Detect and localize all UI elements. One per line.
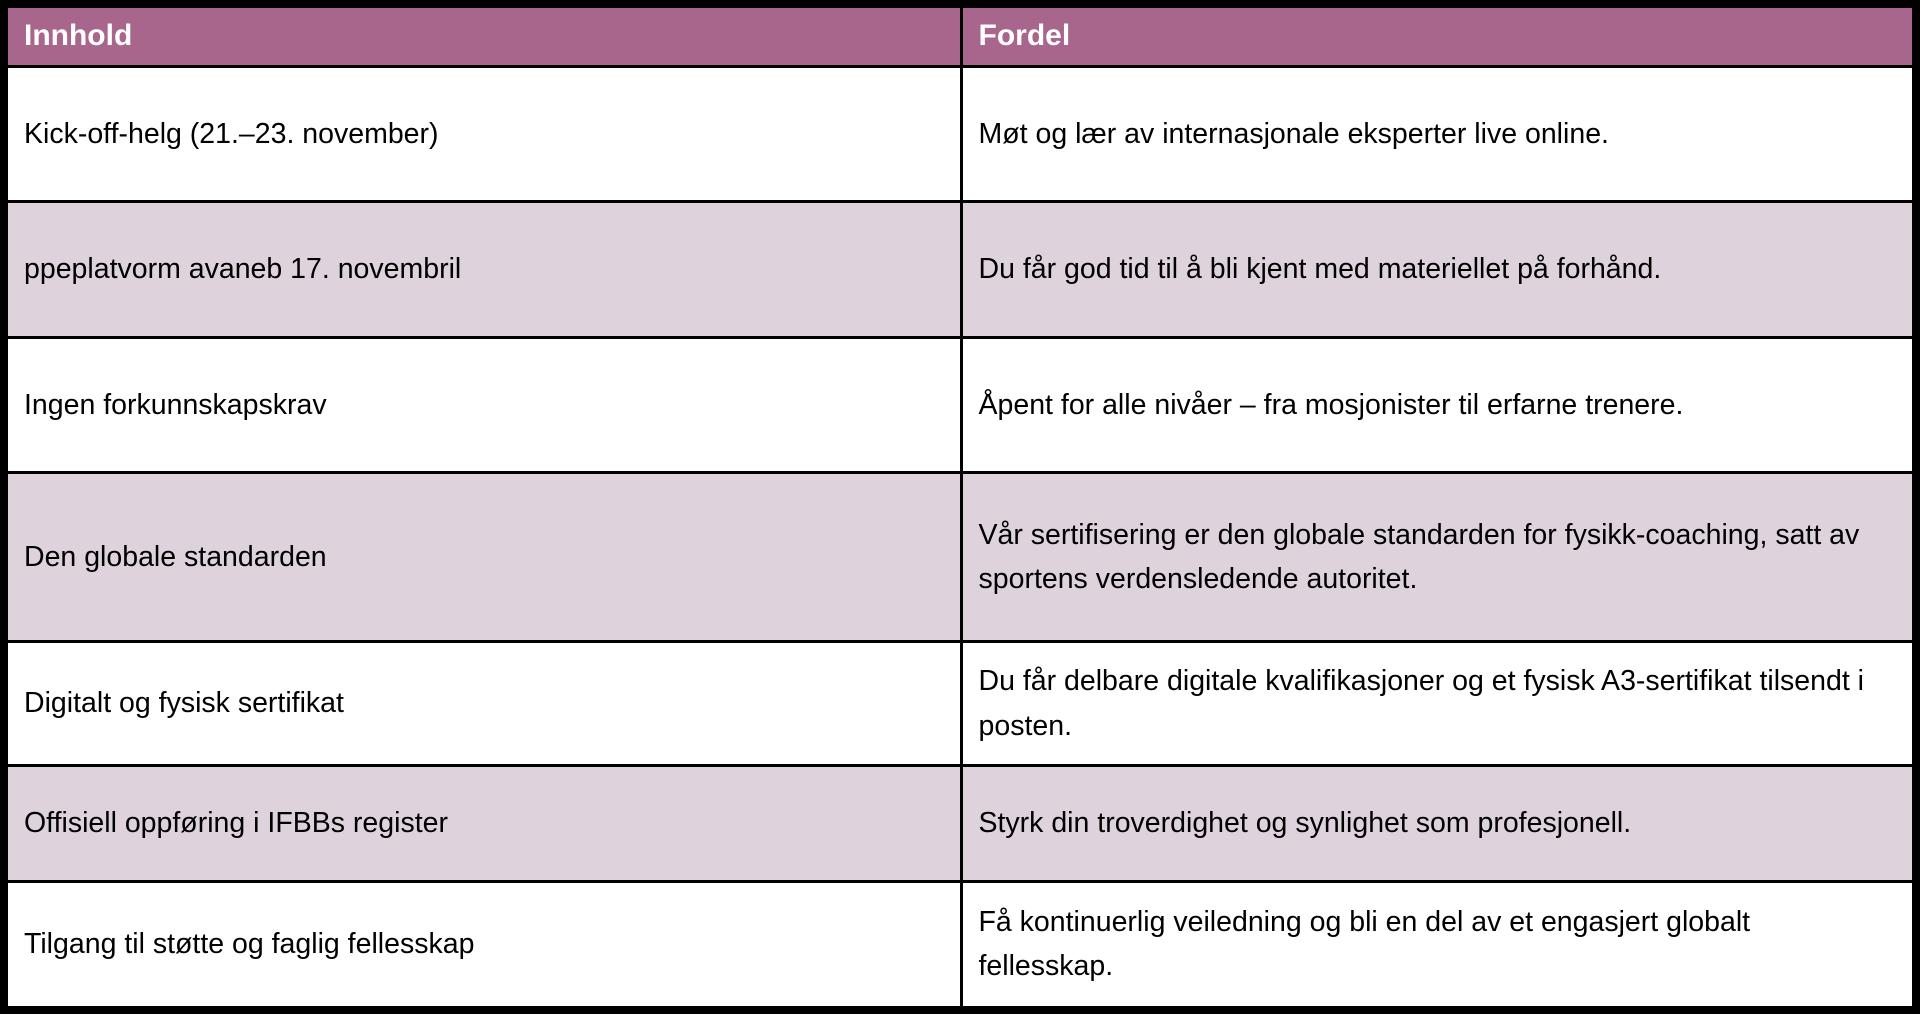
- table-row: [4, 337, 1916, 472]
- cell-innhold: Ingen forkunnskapskrav: [4, 337, 961, 472]
- cell-innhold: ppeplatvorm avaneb 17. novembril: [4, 201, 961, 337]
- cell-fordel: Du får god tid til å bli kjent med materiellet på forhånd.: [961, 201, 1916, 337]
- cell-fordel: Vår sertifisering er den globale standarden for fysikk-coaching, satt av sportens verdensledende autoritet.: [961, 472, 1916, 641]
- table-row: [4, 881, 1916, 1010]
- cell-innhold: Digitalt og fysisk sertifikat: [4, 642, 961, 766]
- table-row: [4, 472, 1916, 641]
- table-row: [4, 765, 1916, 881]
- table-row: [4, 201, 1916, 337]
- cell-fordel: Du får delbare digitale kvalifikasjoner og et fysisk A3-sertifikat tilsendt i posten.: [961, 642, 1916, 766]
- column-header-fordel: Fordel: [961, 4, 1916, 66]
- cell-fordel: Styrk din troverdighet og synlighet som profesjonell.: [961, 765, 1916, 881]
- cell-innhold: Kick-off-helg (21.–23. november): [4, 66, 961, 201]
- table-row: [4, 66, 1916, 201]
- cell-innhold: Offisiell oppføring i IFBBs register: [4, 765, 961, 881]
- table-row: [4, 642, 1916, 766]
- cell-innhold: Tilgang til støtte og faglig fellesskap: [4, 881, 961, 1010]
- cell-fordel: Få kontinuerlig veiledning og bli en del av et engasjert globalt fellesskap.: [961, 881, 1916, 1010]
- table-header-row: [4, 4, 1916, 66]
- cell-fordel: Åpent for alle nivåer – fra mosjonister til erfarne trenere.: [961, 337, 1916, 472]
- cell-innhold: Den globale standarden: [4, 472, 961, 641]
- column-header-innhold: Innhold: [4, 4, 961, 66]
- cell-fordel: Møt og lær av internasjonale eksperter live online.: [961, 66, 1916, 201]
